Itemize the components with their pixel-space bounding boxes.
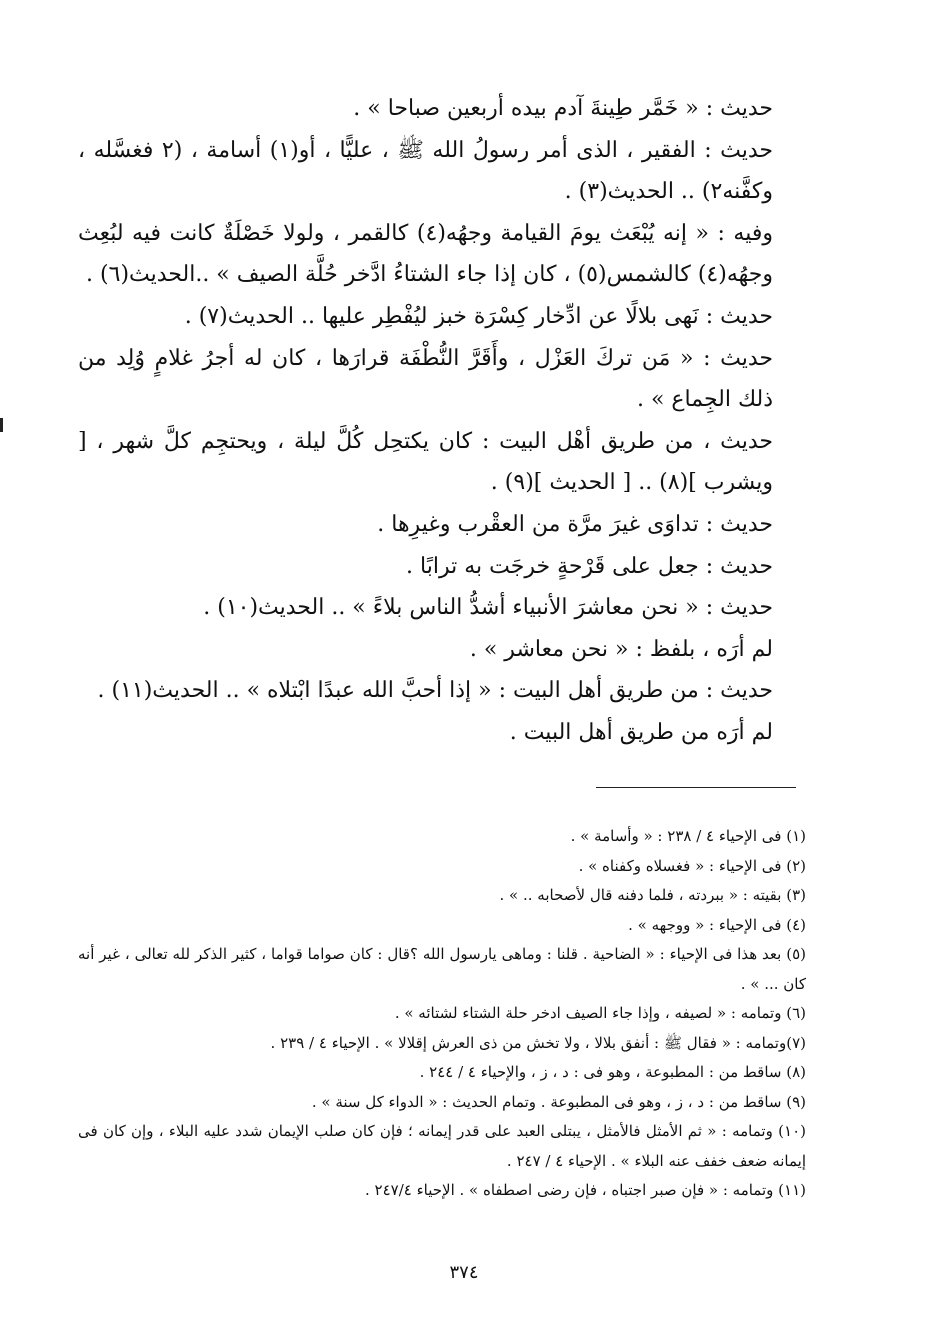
hadith-paragraph: وفيه : « إنه يُبْعَث يومَ القيامة وجهُه(٤) كالقمر ، ولولا خَصْلَةٌ كانت فيه لبُعِث وجهُه(٤) كالشمس(٥) ، كان إذا جاء الشتاءُ ادَّخر حُلَّة الصيف » ..الحديث(٦) . [78, 220, 773, 288]
footnote: (١١) وتمامه : « فإن صبر اجتباه ، فإن رضى اصطفاه » . الإحياء ٢٤٧/٤ . [365, 1181, 806, 1199]
footnote: (١٠) وتمامه : « ثم الأمثل فالأمثل ، يبتلى العبد على قدر إيمانه ؛ فإن كان صلب الإيمان شدد عليه البلاء ، وإن كان فى إيمانه ضعف خفف عنه البلاء » . الإحياء ٤ / ٢٤٧ . [78, 1122, 806, 1170]
hadith-paragraph: حديث : من طريق أهل البيت : « إذا أحبَّ الله عبدًا ابْتلاه » .. الحديث(١١) . [97, 678, 773, 704]
footnote: (٣) بقيته : « ببردته ، فلما دفنه قال لأصحابه .. » . [499, 886, 806, 904]
footnote-separator [596, 787, 796, 788]
hadith-paragraph: لم أرَه ، بلفظ : « نحن معاشر » . [469, 636, 773, 662]
hadith-paragraph: حديث : جعل على قَرْحةٍ خرجَت به ترابًا . [406, 553, 773, 579]
hadith-paragraph: حديث : « نحن معاشرَ الأنبياء أشدُّ الناس بلاءً » .. الحديث(١٠) . [203, 595, 773, 621]
hadith-paragraph: حديث : الفقير ، الذى أمر رسولُ الله ﷺ ، عليًّا ، أو(١) أسامة ، (٢ فغسَّله ، وكفَّنه٢) .. الحديث(٣) . [78, 137, 774, 205]
hadith-paragraph: حديث : « خَمَّر طِينةَ آدم بيده أربعين صباحا » . [353, 96, 773, 121]
hadith-paragraph: حديث : « مَن تركَ العَزْل ، وأَقَرَّ النُّطْفَة قرارَها ، كان له أجرُ غلامٍ وُلِد من ذلك الجِماع » . [78, 345, 773, 413]
margin-mark [0, 418, 3, 432]
hadith-paragraph: حديث : تداوَى غيرَ مرَّة من العقْرب وغيرِها . [377, 511, 773, 537]
footnote: (١) فى الإحياء ٤ / ٢٣٨ : « وأسامة » . [570, 827, 806, 845]
footnote: (٤) فى الإحياء : « ووجهه » . [628, 915, 806, 934]
main-text [78, 88, 773, 754]
footnote: (٧)وتمامه : « فقال ﷺ : أنفق بلالا ، ولا تخش من ذى العرش إقلالا » . الإحياء ٤ / ٢٣٩ . [270, 1033, 806, 1052]
footnote: (٥) بعد هذا فى الإحياء : « الضاحية . قلنا : وماهى يارسول الله ؟قال : كان صواما قواما ، كثير الذكر لله تعالى ، غير أنه كان ... » . [78, 945, 806, 993]
footnote: (٦) وتمامه : « لصيفه ، وإذا جاء الصيف ادخر حلة الشتاء لشتائه » . [394, 1004, 806, 1022]
footnote: (٩) ساقط من : د ، ز ، وهو فى المطبوعة . وتمام الحديث : « الدواء كل سنة » . [311, 1092, 806, 1111]
footnotes [78, 822, 806, 1206]
hadith-paragraph: حديث ، من طريق أهْل البيت : كان يكتحِل كُلَّ ليلة ، ويحتجِم كلَّ شهر ، [ ويشرب ](٨) .. [ الحديث ](٩) . [78, 428, 773, 496]
hadith-paragraph: لم أرَه من طريق أهل البيت . [509, 719, 773, 745]
footnote: (٢) فى الإحياء : « فغسلاه وكفناه » . [578, 856, 806, 875]
footnote: (٨) ساقط من : المطبوعة ، وهو فى : د ، ز ، والإحياء ٤ / ٢٤٤ . [419, 1063, 806, 1081]
page-number: ٣٧٤ [449, 1262, 479, 1283]
hadith-paragraph: حديث : نَهى بلالًا عن ادِّخار كِسْرَة خبز ليُفْطِر عليها .. الحديث(٧) . [184, 303, 773, 329]
